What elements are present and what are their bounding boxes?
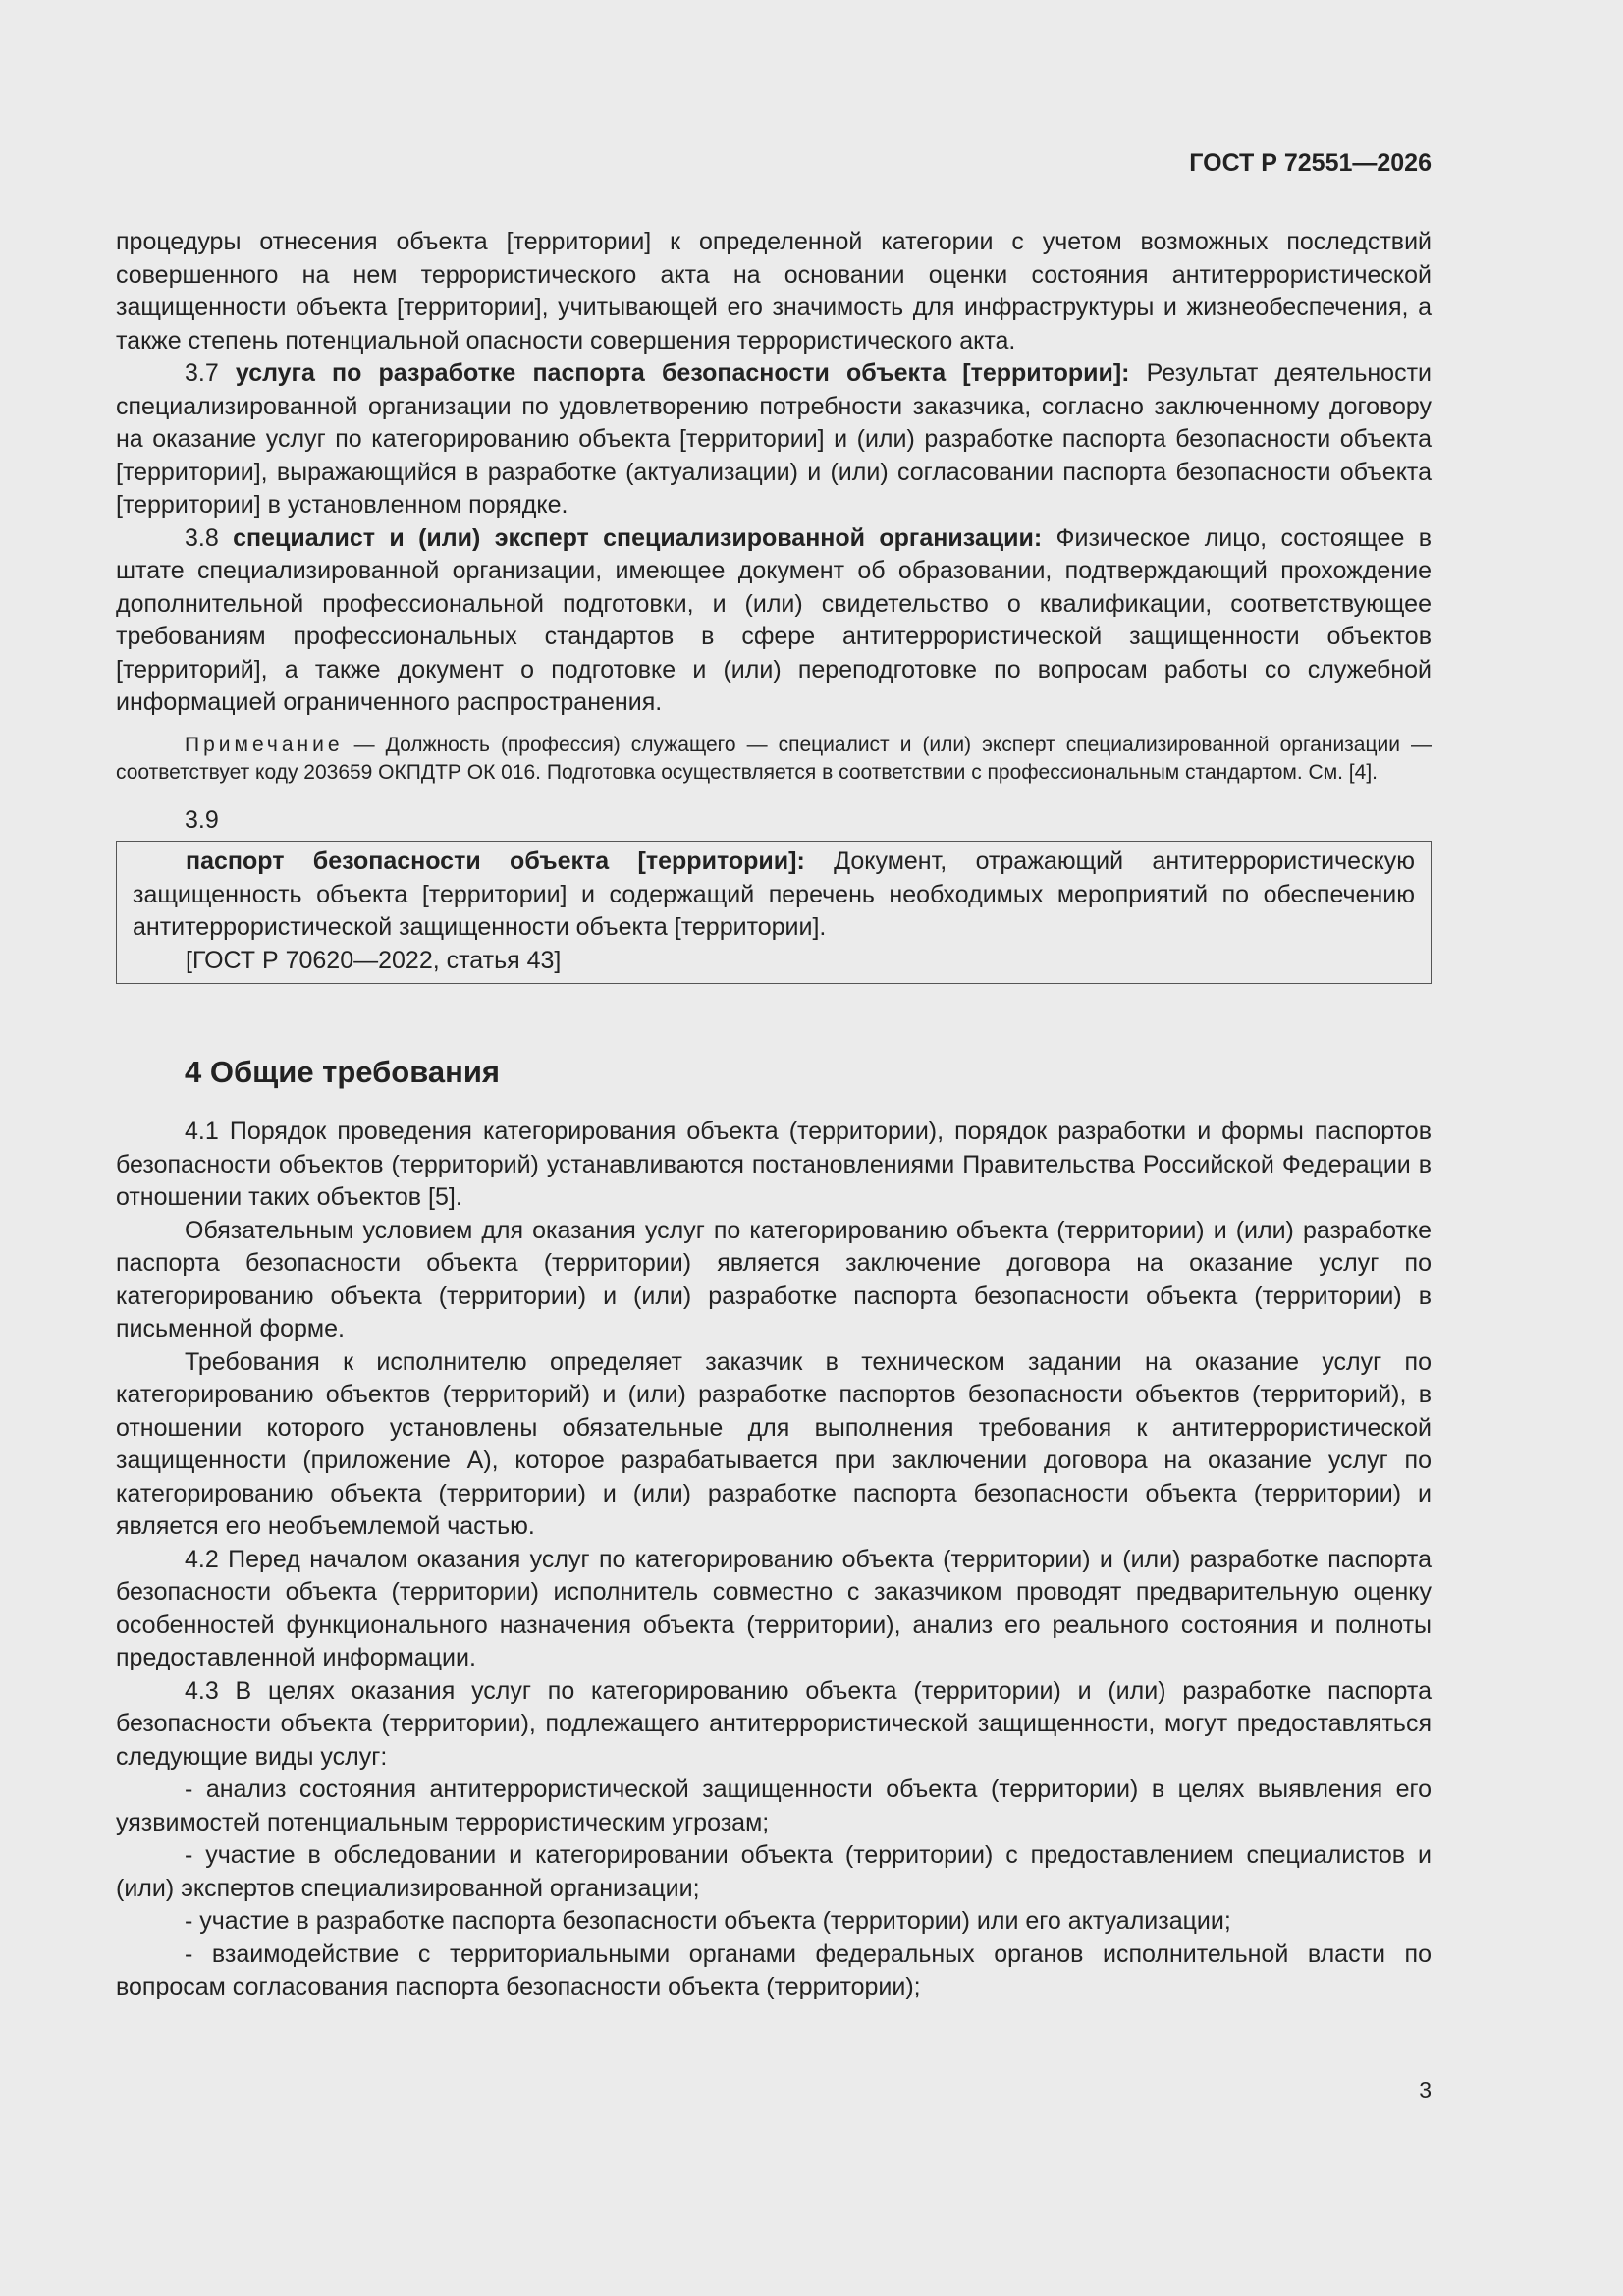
source-reference: [ГОСТ Р 70620—2022, статья 43] [186, 946, 562, 974]
standard-number: ГОСТ Р 72551—2026 [1189, 149, 1432, 177]
quoted-definition-box [116, 841, 1432, 984]
paragraph-continuation: процедуры отнесения объекта [территории] к определенной категории с учетом возможных последствий совершенного на нем террористического акта на основании оценки состояния антитеррористической защищенности объекта [территории], учитывающей его значимость для инфраструктуры и жизнеобеспечения, а также степень потенциальной опасности совершения террористического акта. [116, 228, 1432, 355]
clause-number: 3.8 [185, 523, 219, 552]
clause-number: 3.7 [185, 359, 219, 387]
list-item: - взаимодействие с территориальными органами федеральных органов исполнительной власти по вопросам согласования паспорта безопасности объекта (территории); [116, 1940, 1432, 2000]
paragraph-4-1-b: Обязательным условием для оказания услуг по категорированию объекта (территории) и (или) разработке паспорта безопасности объекта (территории) является заключение договора на оказание услуг по категорированию объекта (территории) и (или) разработке паспорта безопасности объекта (территории) в письменной форме. [116, 1216, 1432, 1342]
clause-number-3-9: 3.9 [185, 805, 219, 834]
paragraph-4-1-c: Требования к исполнителю определяет заказчик в техническом задании на оказание услуг по категорированию объектов (территорий) и (или) разработке паспортов безопасности объектов (территорий), в отношении которого установлены обязательные для выполнения требования к антитеррористической защищенности (приложение А), которое разрабатывается при заключении договора на оказание услуг по категорированию объекта (территории) и (или) разработке паспорта безопасности объекта (территории) и является его необъемлемой частью. [116, 1347, 1432, 1540]
list-item: - анализ состояния антитеррористической защищенности объекта (территории) в целях выявления его уязвимостей потенциальным террористическим угрозам; [116, 1776, 1432, 1836]
definition-3-9 [133, 846, 1415, 945]
defined-term: специалист и (или) эксперт специализированной организации: [233, 523, 1043, 552]
definition-text: Физическое лицо, состоящее в штате специализированной организации, имеющее документ об образовании, подтверждающий прохождение дополнительной профессиональной подготовки, и (или) свидетельство о квалификации, соответствующее требованиям профессиональных стандартов в сфере антитеррористической защищенности объектов [территорий], а также документ о подготовке и (или) переподготовке по вопросам работы со служебной информацией ограниченного распространения. [116, 523, 1432, 716]
list-item: - участие в обследовании и категорировании объекта (территории) с предоставлением специалистов и (или) экспертов специализированной организации; [116, 1841, 1432, 1902]
note-text: — Должность (профессия) служащего — специалист и (или) эксперт специализированной организации — соответствует коду 203659 ОКПДТР ОК 016. Подготовка осуществляется в соответствии с профессиональным стандартом. См. [4]. [116, 733, 1432, 784]
section-heading: 4 Общие требования [185, 1055, 500, 1089]
list-item: - участие в разработке паспорта безопасности объекта (территории) или его актуализации; [185, 1907, 1231, 1935]
page-content [116, 226, 1432, 2004]
defined-term: услуга по разработке паспорта безопасности объекта [территории]: [235, 359, 1130, 387]
definition-text: Результат деятельности специализированной организации по удовлетворению потребности заказчика, согласно заключенному договору на оказание услуг по категорированию объекта [территории] и (или) разработке паспорта безопасности объекта [территории], выражающийся в разработке (актуализации) и (или) согласовании паспорта безопасности объекта [территории] в установленном порядке. [116, 359, 1432, 519]
page-number: 3 [1419, 2077, 1432, 2103]
paragraph-4-2: 4.2 Перед началом оказания услуг по категорированию объекта (территории) и (или) разработке паспорта безопасности объекта (территории) исполнитель совместно с заказчиком проводят предварительную оценку особенностей функционального назначения объекта (территории), анализ его реального состояния и полноты предоставленной информации. [116, 1545, 1432, 1671]
note [116, 732, 1432, 787]
definition-text: Документ, отражающий антитеррористическую защищенность объекта [территории] и содержащий перечень необходимых мероприятий по обеспечению антитеррористической защищенности объекта [территории]. [133, 847, 1416, 941]
definition-3-8 [116, 522, 1432, 720]
paragraph-4-1: 4.1 Порядок проведения категорирования объекта (территории), порядок разработки и формы паспортов безопасности объектов (территорий) устанавливаются постановлениями Правительства Российской Федерации в отношении таких объектов [5]. [116, 1118, 1432, 1211]
note-label: Примечание [185, 733, 344, 756]
defined-term: паспорт безопасности объекта [территории]: [186, 847, 805, 875]
definition-3-7 [116, 357, 1432, 522]
paragraph-4-3: 4.3 В целях оказания услуг по категорированию объекта (территории) и (или) разработке паспорта безопасности объекта (территории), подлежащего антитеррористической защищенности, могут предоставляться следующие виды услуг: [116, 1676, 1432, 1771]
